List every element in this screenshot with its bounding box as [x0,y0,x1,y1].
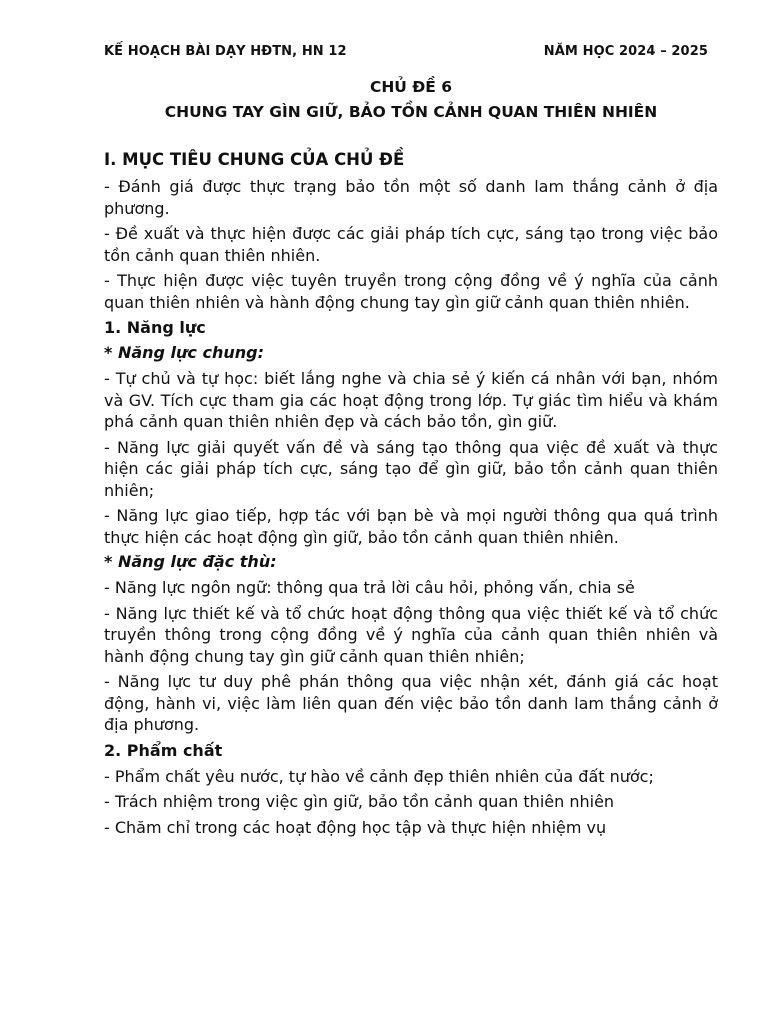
topic-number: CHỦ ĐỀ 6 [369,78,453,96]
quality-paragraph: - Phẩm chất yêu nước, tự hào về cảnh đẹp thiên nhiên của đất nước; [104,766,654,786]
section-heading-objectives: I. MỤC TIÊU CHUNG CỦA CHỦ ĐỀ [104,150,405,169]
general-competence-paragraph: - Năng lực giải quyết vấn đề và sáng tạo thông qua việc đề xuất và thực hiện các giải pháp tích cực, sáng tạo để gìn giữ, bảo tồn cảnh quan thiên nhiên; [104,437,718,500]
quality-paragraph: - Chăm chỉ trong các hoạt động học tập và thực hiện nhiệm vụ [104,817,607,837]
specific-competence-paragraph: - Năng lực ngôn ngữ: thông qua trả lời câu hỏi, phỏng vấn, chia sẻ [104,578,635,597]
specific-competence-paragraph: - Năng lực thiết kế và tổ chức hoạt động thông qua việc thiết kế và tổ chức truyền thông trong cộng đồng về ý nghĩa của cảnh quan thiên nhiên và hành động chung tay gìn giữ cảnh quan thiên nhiên; [104,603,718,666]
heading-specific-competence: * Năng lực đặc thù: [104,552,277,571]
header-right: NĂM HỌC 2024 – 2025 [543,44,708,59]
specific-competence-paragraph: - Năng lực tư duy phê phán thông qua việc nhận xét, đánh giá các hoạt động, hành vi, việc làm liên quan đến việc bảo tồn danh lam thắng cảnh ở địa phương. [104,672,718,734]
objective-paragraph: - Đánh giá được thực trạng bảo tồn một số danh lam thắng cảnh ở địa phương. [104,177,718,218]
objective-paragraph: - Đề xuất và thực hiện được các giải pháp tích cực, sáng tạo trong việc bảo tồn cảnh quan thiên nhiên. [104,224,718,265]
general-competence-paragraph: - Tự chủ và tự học: biết lắng nghe và chia sẻ ý kiến cá nhân với bạn, nhóm và GV. Tích cực tham gia các hoạt động trong lớp. Tự giác tìm hiểu và khám phá cảnh quan thiên nhiên đẹp và cách bảo tồn, gìn giữ. [104,369,718,431]
general-competence-paragraph: - Năng lực giao tiếp, hợp tác với bạn bè và mọi người thông qua quá trình thực hiện các hoạt động gìn giữ, bảo tồn cảnh quan thiên nhiên. [104,506,718,547]
quality-paragraph: - Trách nhiệm trong việc gìn giữ, bảo tồn cảnh quan thiên nhiên [104,792,615,811]
subheading-competence: 1. Năng lực [104,318,206,337]
topic-title: CHUNG TAY GÌN GIỮ, BẢO TỒN CẢNH QUAN THIÊN NHIÊN [164,103,658,121]
subheading-qualities: 2. Phẩm chất [104,740,223,760]
heading-general-competence: * Năng lực chung: [104,343,264,362]
header-left: KẾ HOẠCH BÀI DẠY HĐTN, HN 12 [104,44,347,59]
page-header [104,41,718,63]
objective-paragraph: - Thực hiện được việc tuyên truyền trong cộng đồng về ý nghĩa của cảnh quan thiên nhiên và hành động chung tay gìn giữ cảnh quan thiên nhiên. [104,271,718,312]
